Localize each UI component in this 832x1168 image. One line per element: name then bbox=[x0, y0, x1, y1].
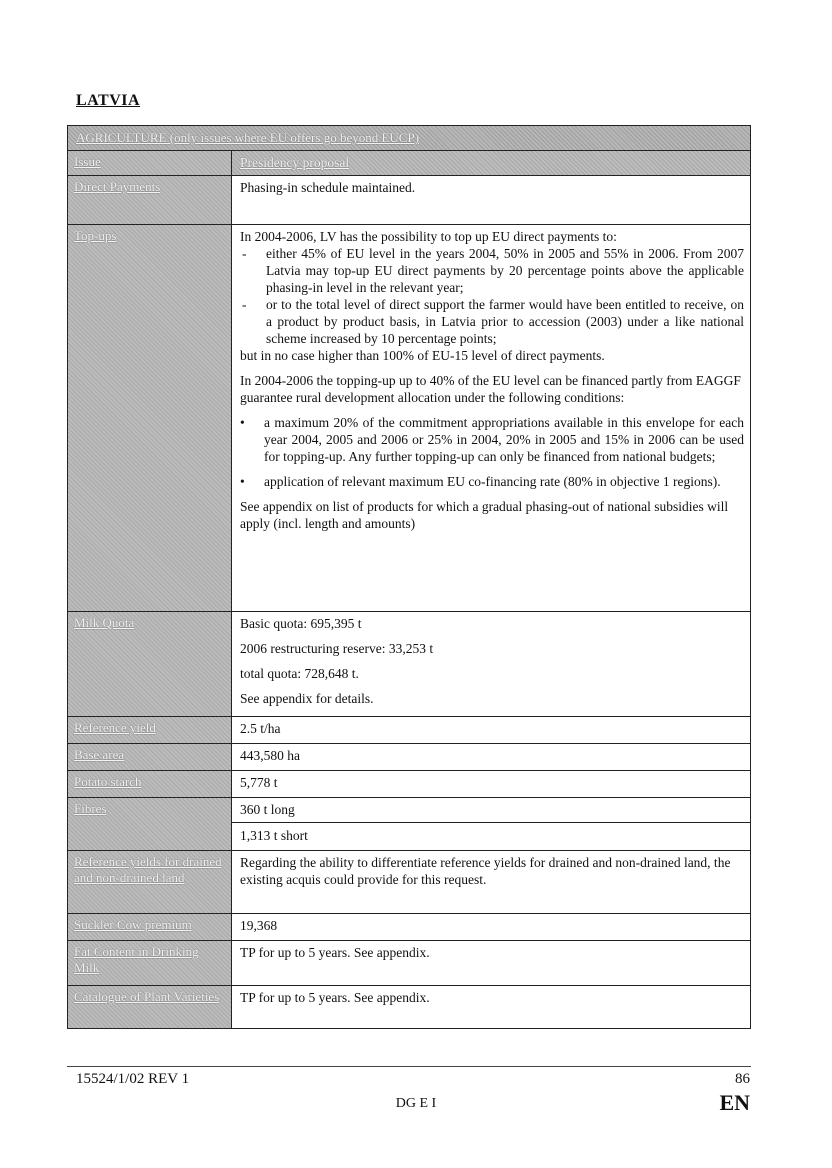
top-ups-option-1: either 45% of EU level in the years 2004, 50% in 2005 and 55% in 2006. From 2007 Latvia may top-up EU direct payments by 20 percentage points above the applicable phasing-in level in the relevant year; bbox=[266, 246, 744, 295]
agriculture-table bbox=[67, 125, 751, 1029]
document-reference: 15524/1/02 REV 1 bbox=[76, 1071, 190, 1087]
table-row-direct-payments bbox=[68, 175, 750, 224]
financing-condition-1: a maximum 20% of the commitment appropriations available in this envelope for each year 2004, 2005 and 2006 or 25% in 2004, 20% in 2005 and 15% in 2006 can be used for topping-up. Any further topping-up can only be financed from national budgets; bbox=[264, 415, 744, 464]
row-label-plant-varieties: Catalogue of Plant Varieties bbox=[68, 986, 232, 1028]
row-content-reference-yields-drained: Regarding the ability to differentiate reference yields for drained and non-drained land, the existing acquis could provide for this request. bbox=[240, 855, 731, 887]
row-content-suckler-cow: 19,368 bbox=[240, 918, 278, 933]
row-content-potato-starch: 5,778 t bbox=[240, 775, 278, 790]
milk-details: See appendix for details. bbox=[240, 691, 374, 706]
row-content-plant-varieties: TP for up to 5 years. See appendix. bbox=[240, 990, 430, 1005]
list-item bbox=[240, 414, 744, 465]
table-row-milk-quota bbox=[68, 611, 750, 716]
page-heading: LATVIA bbox=[76, 92, 141, 109]
fibres-long: 360 t long bbox=[240, 802, 295, 817]
row-label-potato-starch: Potato starch bbox=[68, 771, 232, 797]
row-label-direct-payments: Direct Payments bbox=[68, 176, 232, 224]
table-banner: AGRICULTURE (only issues where EU offers go beyond EUCP) bbox=[68, 126, 750, 150]
row-label-fibres: Fibres bbox=[68, 798, 232, 850]
table-row-reference-yield bbox=[68, 716, 750, 743]
row-label-reference-yield: Reference yield bbox=[68, 717, 232, 743]
issue-header: Issue bbox=[68, 151, 232, 175]
table-row-suckler-cow bbox=[68, 913, 750, 940]
milk-basic-quota: Basic quota: 695,395 t bbox=[240, 616, 362, 631]
table-row-reference-yields-drained bbox=[68, 850, 750, 913]
row-content-direct-payments: Phasing-in schedule maintained. bbox=[240, 180, 416, 195]
row-label-milk-quota: Milk Quota bbox=[68, 612, 232, 716]
table-row-potato-starch bbox=[68, 770, 750, 797]
table-row-fibres bbox=[68, 797, 750, 850]
list-item bbox=[240, 473, 744, 490]
list-item: - either 45% of EU level in the years 2004, 50% in 2005 and 55% in 2006. From 2007 Latvia may top-up EU direct payments by 20 percentage points above the applicable phasing-in level in the relevant year; bbox=[242, 246, 744, 295]
table-row-fat-content bbox=[68, 940, 750, 985]
row-content-fibres bbox=[232, 798, 750, 850]
proposal-header: Presidency proposal bbox=[232, 151, 750, 175]
bullet-icon: • bbox=[240, 474, 245, 489]
row-label-reference-yields-drained: Reference yields for drained and non-drained land bbox=[68, 851, 232, 913]
row-content-top-ups bbox=[232, 225, 750, 611]
financing-condition-2: application of relevant maximum EU co-financing rate (80% in objective 1 regions). bbox=[264, 474, 721, 489]
top-ups-option-2: or to the total level of direct support the farmer would have been entitled to receive, on a product by product basis, in Latvia prior to accession (2003) under a like national scheme increased by 10 percentage points; bbox=[266, 297, 744, 346]
row-content-reference-yield: 2.5 t/ha bbox=[240, 721, 281, 736]
milk-restructuring-reserve: 2006 restructuring reserve: 33,253 t bbox=[240, 641, 434, 656]
page-number: 86 bbox=[735, 1071, 750, 1087]
row-label-top-ups: Top-ups bbox=[68, 225, 232, 611]
row-label-suckler-cow: Suckler Cow premium bbox=[68, 914, 232, 940]
row-label-fat-content: Fat Content in Drinking Milk bbox=[68, 941, 232, 985]
top-ups-limit: but in no case higher than 100% of EU-15 level of direct payments. bbox=[240, 348, 605, 363]
table-row-plant-varieties bbox=[68, 985, 750, 1028]
top-ups-intro: In 2004-2006, LV has the possibility to top up EU direct payments to: bbox=[240, 229, 617, 244]
top-ups-appendix: See appendix on list of products for which a gradual phasing-out of national subsidies will apply (incl. length and amounts) bbox=[240, 499, 729, 531]
row-content-base-area: 443,580 ha bbox=[240, 748, 300, 763]
table-header-row bbox=[68, 150, 750, 175]
row-content-fat-content: TP for up to 5 years. See appendix. bbox=[240, 945, 430, 960]
row-content-milk-quota bbox=[232, 612, 750, 716]
bullet-icon: • bbox=[240, 415, 245, 430]
divider bbox=[232, 822, 750, 823]
table-row-top-ups bbox=[68, 224, 750, 611]
directorate-label: DG E I bbox=[395, 1096, 437, 1111]
milk-total-quota: total quota: 728,648 t. bbox=[240, 666, 359, 681]
footer-divider bbox=[67, 1066, 751, 1067]
list-item: - or to the total level of direct support the farmer would have been entitled to receive, on a product by product basis, in Latvia prior to accession (2003) under a like national scheme increased by 10 percentage points; bbox=[242, 297, 744, 346]
language-code: EN bbox=[719, 1090, 750, 1115]
row-label-base-area: Base area bbox=[68, 744, 232, 770]
top-ups-financing: In 2004-2006 the topping-up up to 40% of the EU level can be financed partly from EAGGF guarantee rural development allocation under the following conditions: bbox=[240, 373, 741, 405]
fibres-short: 1,313 t short bbox=[240, 828, 308, 843]
table-row-base-area bbox=[68, 743, 750, 770]
